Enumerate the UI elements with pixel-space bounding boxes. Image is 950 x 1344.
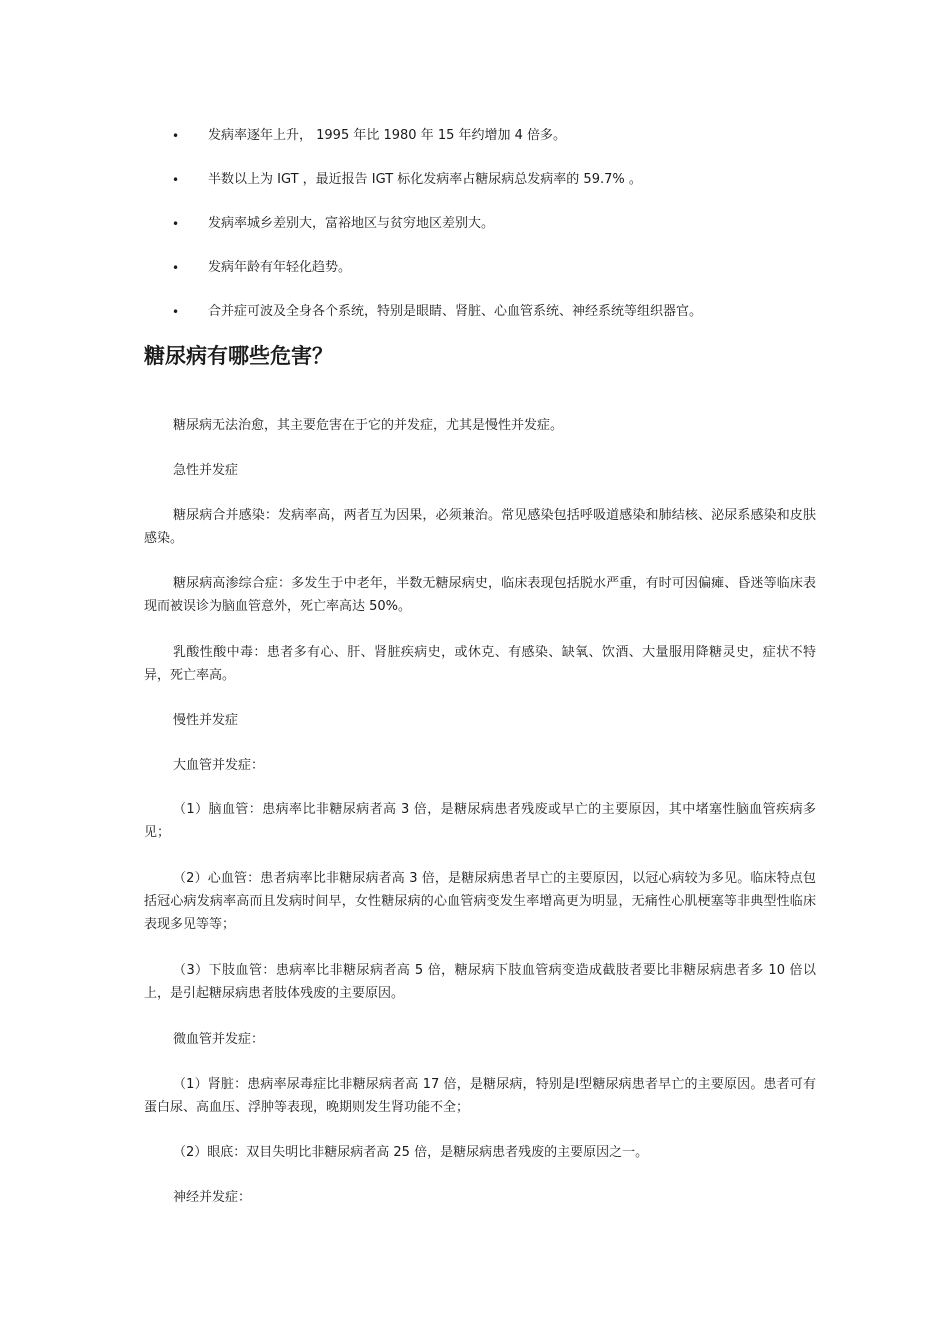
bullet-text: 半数以上为 IGT ，最近报告 IGT 标化发病率占糖尿病总发病率的 59.7% 。 [208,172,642,187]
bullet-icon: • [172,217,180,231]
bullet-item [0,302,950,322]
paragraph-kidney: （1）肾脏：患病率尿毒症比非糖尿病者高 17 倍，是糖尿病，特别是Ⅰ型糖尿病患者早亡的主要原因。患者可有蛋白尿、高血压、浮肿等表现，晚期则发生肾功能不全； [144,1077,816,1115]
bullet-item [0,214,950,234]
bullet-text: 发病率逐年上升， 1995 年比 1980 年 15 年约增加 4 倍多。 [208,128,567,143]
bullet-icon: • [172,261,180,275]
section-heading: 糖尿病有哪些危害？ [144,344,333,368]
bullet-icon: • [172,173,180,187]
subheading-chronic: 慢性并发症 [173,713,239,728]
paragraph-retina: （2）眼底：双目失明比非糖尿病者高 25 倍，是糖尿病患者残废的主要原因之一。 [173,1145,649,1160]
bullet-text: 合并症可波及全身各个系统，特别是眼睛、肾脏、心血管系统、神经系统等组织器官。 [208,304,703,319]
subheading-microvascular: 微血管并发症： [173,1032,265,1047]
intro-paragraph: 糖尿病无法治愈，其主要危害在于它的并发症，尤其是慢性并发症。 [173,418,564,433]
bullet-item [0,258,950,278]
subheading-acute: 急性并发症 [173,463,239,478]
paragraph-lower-limb: （3）下肢血管：患病率比非糖尿病者高 5 倍，糖尿病下肢血管病变造成截肢者要比非糖尿病患者多 10 倍以上，是引起糖尿病患者肢体残废的主要原因。 [144,963,816,1001]
bullet-item [0,170,950,190]
paragraph-cerebrovascular: （1）脑血管：患病率比非糖尿病者高 3 倍，是糖尿病患者残废或早亡的主要原因，其中堵塞性脑血管疾病多见； [144,802,816,840]
bullet-text: 发病年龄有年轻化趋势。 [208,260,352,275]
paragraph-lactic-acidosis: 乳酸性酸中毒：患者多有心、肝、肾脏疾病史，或休克、有感染、缺氧、饮酒、大量服用降糖灵史，症状不特异，死亡率高。 [144,645,816,683]
bullet-text: 发病率城乡差别大，富裕地区与贫穷地区差别大。 [208,216,495,231]
bullet-icon: • [172,305,180,319]
paragraph-cardiovascular: （2）心血管：患者病率比非糖尿病者高 3 倍，是糖尿病患者早亡的主要原因，以冠心病较为多见。临床特点包括冠心病发病率高而且发病时间早，女性糖尿病的心血管病变发生率增高更为明显，无痛性心肌梗塞等非典型性临床表现多见等等； [144,871,816,932]
bullet-icon: • [172,129,180,143]
subheading-macrovascular: 大血管并发症： [173,758,265,773]
subheading-neuropathy: 神经并发症： [173,1190,252,1205]
bullet-item [0,126,950,146]
paragraph-infection: 糖尿病合并感染：发病率高，两者互为因果，必须兼治。常见感染包括呼吸道感染和肺结核、泌尿系感染和皮肤感染。 [144,508,816,546]
paragraph-hyperosmolar: 糖尿病高渗综合症：多发生于中老年，半数无糖尿病史，临床表现包括脱水严重，有时可因偏瘫、昏迷等临床表现而被误诊为脑血管意外，死亡率高达 50%。 [144,576,816,614]
